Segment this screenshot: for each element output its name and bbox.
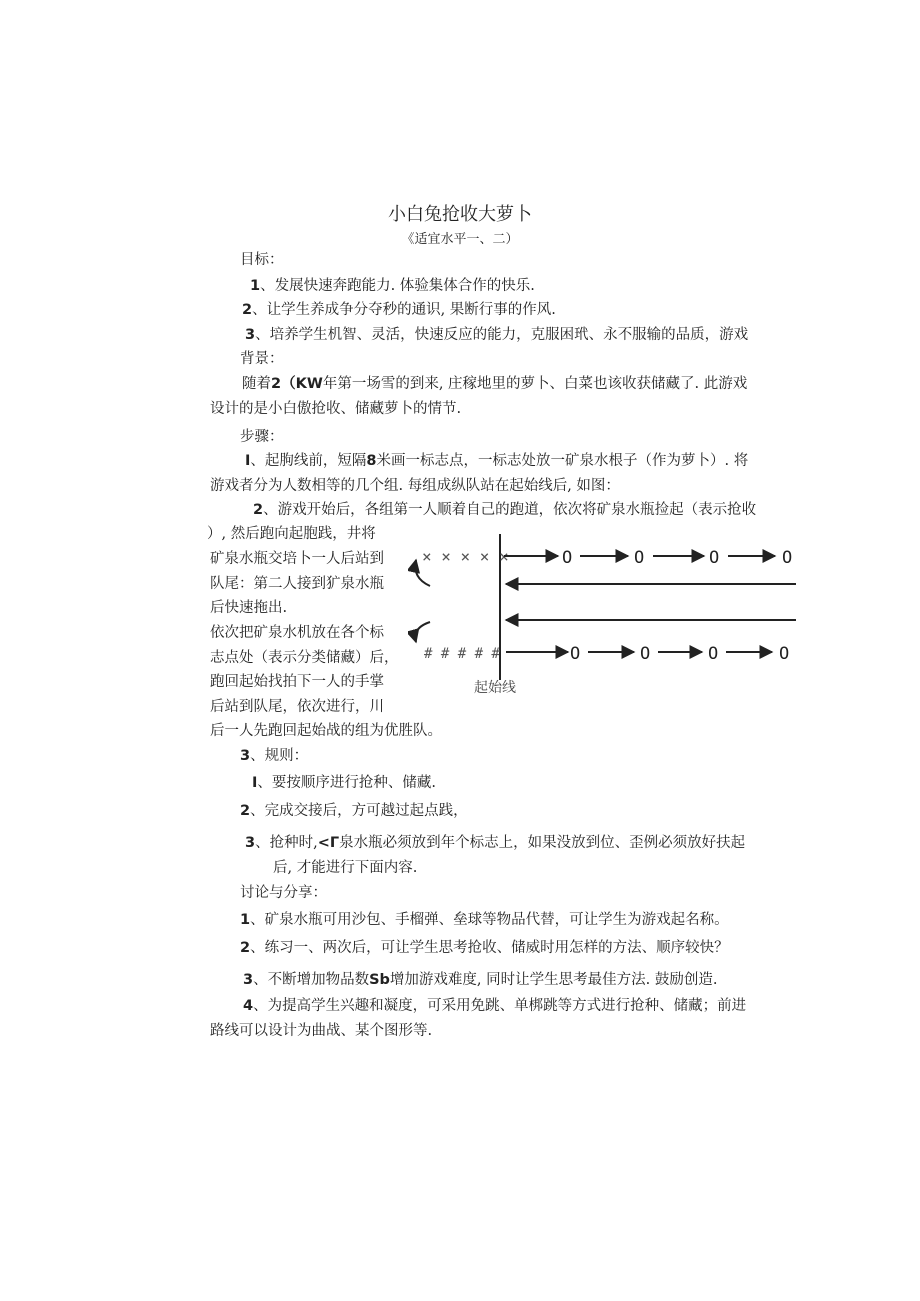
marker-o: O: [708, 644, 719, 664]
step-2-text: 、游戏开始后，各组第一人顺着自己的跑道，依次将矿泉水瓶捡起（表示抢收: [263, 502, 757, 518]
rejoin-arrow: [415, 622, 430, 642]
goals-heading: 目标：: [240, 252, 284, 268]
background-paragraph-line1: [242, 374, 747, 394]
discussion-4-text: 、为提高学生兴趣和凝度，可采用免跳、单梆跳等方式进行抢种、储藏；前进: [253, 998, 747, 1014]
goal-1-number: 1: [250, 278, 261, 294]
discussion-heading: 讨论与分享：: [240, 885, 327, 901]
step-2-line1: [253, 500, 756, 520]
marker-o: O: [782, 548, 793, 568]
rule-3-number: 3: [245, 835, 256, 851]
step-2-wrap-line: 后快速拖出.: [210, 600, 288, 616]
steps-heading: 步骤：: [240, 429, 284, 445]
discussion-1-number: 1: [240, 912, 251, 928]
discussion-1-text: 、矿泉水瓶可用沙包、手榴弹、垒球等物品代替，可让学生为游戏起名称。: [250, 912, 729, 928]
step-2-wrap-line: 后站到队尾，依次进行，川: [210, 699, 384, 715]
marker-o: O: [634, 548, 645, 568]
step-2-wrap-line: 跑回起始找拍下一人的手掌: [210, 674, 384, 690]
marker-o: O: [779, 644, 790, 664]
discussion-item-4-line2: 路线可以设计为曲战、某个图形等.: [210, 1023, 433, 1039]
team-1-marks: × × × × ×: [422, 547, 509, 566]
team-2-marks: # # # # #: [424, 646, 500, 662]
step-1-line1: [245, 451, 748, 471]
page-title: 小白兔抢收大萝卜: [388, 204, 532, 225]
marker-o: O: [640, 644, 651, 664]
discussion-item-4-line1: [243, 996, 746, 1016]
rules-heading-text: 、规则：: [250, 748, 309, 764]
step-2-final-line: 后一人先跑回起始战的组为优胜队。: [210, 723, 442, 739]
rule-1-number: I: [252, 775, 258, 791]
discussion-3-text-c: 增加游戏难度, 同时让学生思考最佳方法. 鼓励创造.: [389, 972, 718, 988]
goal-3-number: 3: [245, 327, 256, 343]
rules-number: 3: [240, 748, 251, 764]
goal-2-number: 2: [242, 302, 253, 318]
background-year: 2（KW: [271, 376, 323, 392]
goal-item-3: [245, 325, 748, 345]
rules-heading: [240, 746, 308, 766]
goal-2-text: 、让学生养成争分夺秒的通识, 果断行事的作风.: [252, 302, 556, 318]
rule-1: [252, 773, 436, 793]
step-2-wrap-line: 依次把矿泉水机放在各个标: [210, 625, 384, 641]
step-1-text-c: 米画一标志点，一标志处放一矿泉水根子（作为萝卜）. 将: [376, 453, 749, 469]
discussion-2-text: 、练习一、两次后，可让学生思考抢收、储威时用怎样的方法、顺序较快？: [250, 940, 729, 956]
step-2-wrap-line: 矿泉水瓶交培卜一人后站到: [210, 551, 384, 567]
step-2-wrap-line: ）, 然后跑向起胞践，井将: [207, 526, 376, 542]
discussion-item-3: [243, 970, 717, 990]
discussion-item-2: [240, 938, 729, 958]
discussion-3-symbol: Sb: [369, 972, 390, 988]
step-2-number: 2: [253, 502, 264, 518]
step-2-wrap-line: 志点处（表示分类储藏）后，: [210, 650, 399, 666]
rule-3-line2: 后, 才能进行下面内容.: [273, 860, 418, 876]
goal-1-text: 、发展快速奔跑能力. 体验集体合作的快乐.: [260, 278, 535, 294]
discussion-4-number: 4: [243, 998, 254, 1014]
step-1-distance: 8: [366, 453, 377, 469]
rule-1-text: 、要按顺序进行抢种、储藏.: [257, 775, 437, 791]
background-text-c: 年第一场雪的到来, 庄稼地里的萝卜、白菜也该收获储藏了. 此游戏: [322, 376, 748, 392]
step-1-line2: 游戏者分为人数相等的几个组. 每组成纵队站在起始线后, 如图：: [210, 478, 620, 494]
page-subtitle: 《适宜水平一、二）: [401, 232, 519, 247]
rule-2-number: 2: [240, 803, 251, 819]
goal-item-2: [242, 300, 556, 320]
marker-o: O: [570, 644, 581, 664]
step-1-number: I: [245, 453, 251, 469]
marker-o: O: [562, 548, 573, 568]
rule-2: [240, 801, 468, 821]
background-text-a: 随着: [242, 376, 271, 392]
rule-3-line1: [245, 833, 745, 853]
marker-o: O: [709, 548, 720, 568]
discussion-3-number: 3: [243, 972, 254, 988]
rule-2-text: 、完成交接后，方可越过起点践，: [250, 803, 468, 819]
step-2-wrap-line: 队尾：第二人接到犷泉水瓶: [210, 576, 384, 592]
relay-diagram: [408, 530, 800, 700]
goal-3-text: 、培养学生机智、灵活，快速反应的能力，克服困玳、永不服输的品质，游戏: [255, 327, 749, 343]
background-heading: 背景：: [240, 351, 284, 367]
rule-3-text-a: 、抢种时,: [255, 835, 318, 851]
goal-item-1: [250, 276, 535, 296]
discussion-3-text-a: 、不断增加物品数: [253, 972, 370, 988]
step-1-text-a: 、起朐线前，短隔: [250, 453, 367, 469]
background-paragraph-line2: 设计的是小白傲抢收、储藏萝卜的情节.: [210, 401, 462, 417]
discussion-2-number: 2: [240, 940, 251, 956]
discussion-item-1: [240, 910, 729, 930]
rule-3-symbol: <Г: [317, 835, 340, 851]
rule-3-text-c: 泉水瓶必须放到年个标志上，如果没放到位、歪例必须放好扶起: [339, 835, 746, 851]
start-line-label: 起始线: [474, 680, 516, 696]
